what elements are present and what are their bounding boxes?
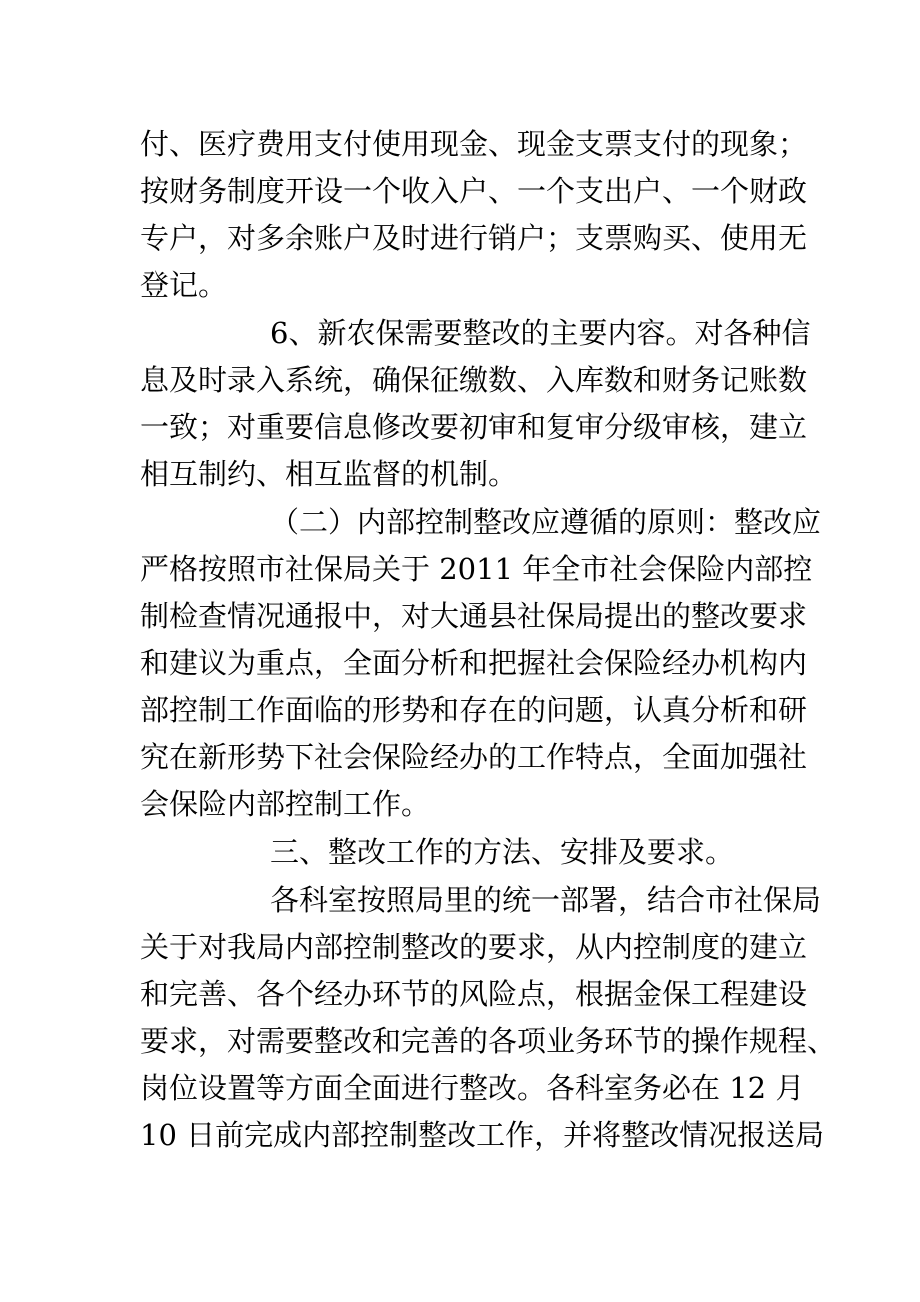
text-line-19: 和完善、各个经办环节的风险点，根据金保工程建设 xyxy=(140,977,808,1011)
section-3-heading: 三、整改工作的方法、安排及要求。 xyxy=(270,835,735,869)
text-line-1: 付、医疗费用支付使用现金、现金支票支付的现象； xyxy=(140,127,808,161)
text-line-13: 部控制工作面临的形势和存在的问题，认真分析和研 xyxy=(140,693,808,727)
text-line-22: 10 日前完成内部控制整改工作，并将整改情况报送局 xyxy=(140,1118,825,1152)
text-line-14: 究在新形势下社会保险经办的工作特点，全面加强社 xyxy=(140,740,808,774)
text-line-8: 相互制约、相互监督的机制。 xyxy=(140,457,518,491)
text-line-21: 岗位设置等方面全面进行整改。各科室务必在 12 月 xyxy=(140,1071,805,1105)
text-line-15: 会保险内部控制工作。 xyxy=(140,787,431,821)
text-line-7: 一致；对重要信息修改要初审和复审分级审核，建立 xyxy=(140,410,808,444)
section-3-body-first-line: 各科室按照局里的统一部署，结合市社保局 xyxy=(270,883,822,917)
text-line-3: 专户，对多余账户及时进行销户；支票购买、使用无 xyxy=(140,221,808,255)
text-line-20: 要求，对需要整改和完善的各项业务环节的操作规程、 xyxy=(140,1024,837,1058)
text-line-4: 登记。 xyxy=(140,268,228,302)
text-line-6: 息及时录入系统，确保征缴数、入库数和财务记账数 xyxy=(140,363,808,397)
principles-first-line: （二）内部控制整改应遵循的原则：整改应 xyxy=(270,505,822,539)
paragraph-6-first-line: 6、新农保需要整改的主要内容。对各种信 xyxy=(270,316,811,350)
text-line-10: 严格按照市社保局关于 2011 年全市社会保险内部控 xyxy=(140,552,813,586)
text-line-11: 制检查情况通报中，对大通县社保局提出的整改要求 xyxy=(140,599,808,633)
text-line-18: 关于对我局内部控制整改的要求，从内控制度的建立 xyxy=(140,930,808,964)
text-line-12: 和建议为重点，全面分析和把握社会保险经办机构内 xyxy=(140,646,808,680)
text-line-2: 按财务制度开设一个收入户、一个支出户、一个财政 xyxy=(140,174,808,208)
